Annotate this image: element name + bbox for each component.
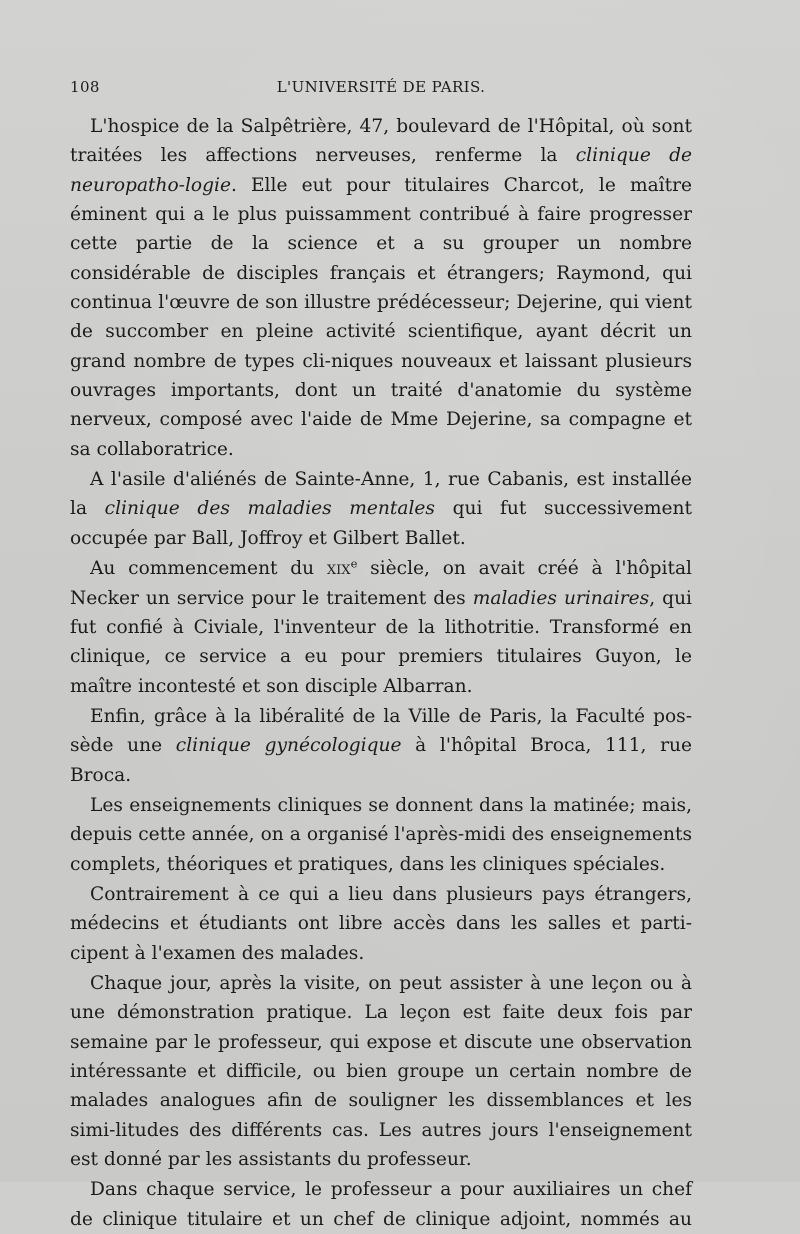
paragraph-lecon: Chaque jour, après la visite, on peut assister à une leçon ou à une démonstration pratique. La leçon est faite deux fois par semaine par le professeur, qui expose et discute une observation intéressante et difficile, ou bien groupe un certain nombre de malades analogues afin de souligner les dissemblances et les simi-litudes des différents cas. Les autres jours l'enseignement est donné par les assistants du professeur. xyxy=(70,972,692,1171)
body-text xyxy=(70,112,692,1234)
paragraph-salpetriere: L'hospice de la Salpêtrière, 47, boulevard de l'Hôpital, où sont traitées les affections nerveuses, renferme la clinique de neuropatho-logie. Elle eut pour titulaires Charcot, le maître éminent qui a le plus puissamment contribué à faire progresser cette partie de la science et a su grouper un nombre considérable de disciples français et étrangers; Raymond, qui continua l'œuvre de son illustre prédécesseur; Dejerine, qui vient de succomber en pleine activité scientifique, ayant décrit un grand nombre de types cli-niques nouveaux et laissant plusieurs ouvrages importants, dont un traité d'anatomie du système nerveux, composé avec l'aide de Mme Dejerine, sa compagne et sa collaboratrice. xyxy=(70,116,692,460)
paragraph-acces: Contrairement à ce qui a lieu dans plusieurs pays étrangers, médecins et étudiants ont libre accès dans les salles et parti-cipent à l'examen des malades. xyxy=(70,883,692,964)
page-header xyxy=(70,78,692,102)
paragraph-necker: Au commencement du xix$^e$ siècle, on avait créé à l'hôpital Necker un service pour le traitement des maladies urinaires, qui fut confié à Civiale, l'inventeur de la lithotritie. Transformé en clinique, ce service a eu pour premiers titulaires Guyon, le maître incontesté et son disciple Albarran. xyxy=(70,556,693,697)
paragraph-enseignements: Les enseignements cliniques se donnent dans la matinée; mais, depuis cette année, on a organisé l'après-midi des enseignements complets, théoriques et pratiques, dans les cliniques spéciales. xyxy=(70,794,692,875)
paragraph-service: Dans chaque service, le professeur a pour auxiliaires un chef de clinique titulaire et un chef de clinique adjoint, nommés au xyxy=(70,1179,692,1230)
page-number: 108 xyxy=(70,78,100,96)
paragraph-broca: Enfin, grâce à la libéralité de la Ville de Paris, la Faculté pos-sède une clinique gynécologique à l'hôpital Broca, 111, rue Broca. xyxy=(70,705,692,786)
running-title: L'UNIVERSITÉ DE PARIS. xyxy=(276,78,486,96)
paragraph-sainte-anne: A l'asile d'aliénés de Sainte-Anne, 1, rue Cabanis, est installée la clinique des maladies mentales qui fut successivement occupée par Ball, Joffroy et Gilbert Ballet. xyxy=(70,469,692,549)
